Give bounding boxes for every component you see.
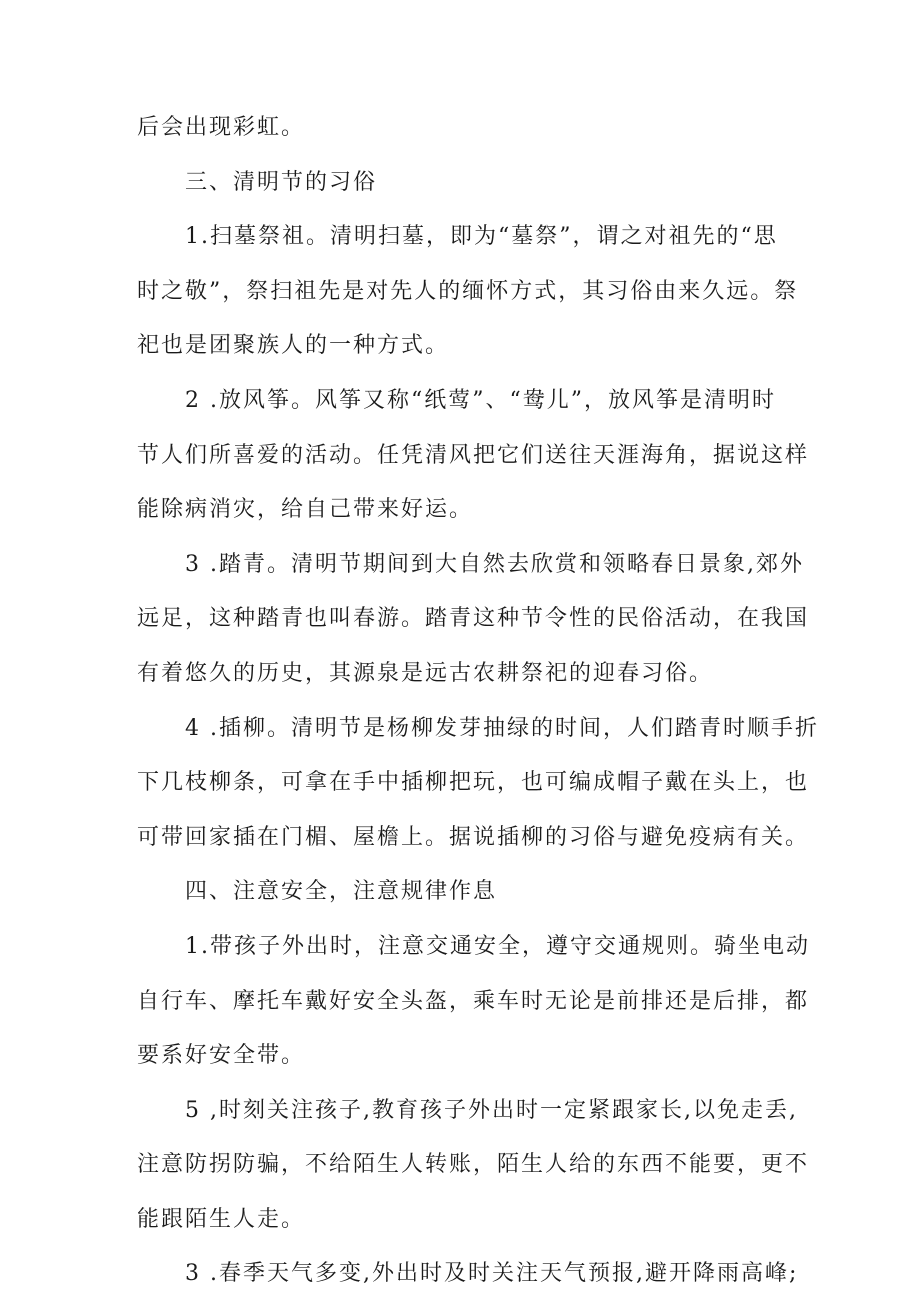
paragraph-line: 1.扫墓祭祖。清明扫墓，即为“墓祭”，谓之对祖先的“思 [185, 224, 778, 250]
paragraph-line: 时之敬”，祭扫祖先是对先人的缅怀方式，其习俗由来久远。祭 [137, 278, 799, 304]
document-page [137, 101, 819, 1302]
section-heading: 三、清明节的习俗 [185, 169, 378, 195]
paragraph-line: 有着悠久的历史，其源泉是远古农耕祭祀的迎春习俗。 [137, 660, 714, 686]
paragraph-line: 祀也是团聚族人的一种方式。 [137, 333, 450, 359]
paragraph-line: 后会出现彩虹。 [137, 115, 306, 140]
paragraph-line: 自行车、摩托车戴好安全头盔，乘车时无论是前排还是后排，都 [137, 988, 810, 1014]
paragraph-line: 4 .插柳。清明节是杨柳发芽抽绿的时间，人们踏青时顺手折 [185, 715, 819, 741]
paragraph-line: 下几枝柳条，可拿在手中插柳把玩，也可编成帽子戴在头上，也 [137, 770, 810, 796]
paragraph-line: 远足，这种踏青也叫春游。踏青这种节令性的民俗活动，在我国 [137, 606, 810, 632]
section-heading: 四、注意安全，注意规律作息 [185, 879, 498, 905]
paragraph-line: 注意防拐防骗，不给陌生人转账，陌生人给的东西不能要，更不 [137, 1152, 810, 1178]
paragraph-line: 3 .春季天气多变,外出时及时关注天气预报,避开降雨高峰; [185, 1261, 799, 1287]
paragraph-line: 要系好安全带。 [137, 1043, 306, 1069]
paragraph-line: 2 .放风筝。风筝又称“纸莺”、“鸯儿”，放风筝是清明时 [185, 387, 776, 413]
paragraph-line: 能跟陌生人走。 [137, 1206, 306, 1232]
paragraph-line: 能除病消灾，给自己带来好运。 [137, 497, 474, 523]
paragraph-line: 1.带孩子外出时，注意交通安全，遵守交通规则。骑坐电动 [185, 933, 810, 959]
paragraph-line: 可带回家插在门楣、屋檐上。据说插柳的习俗与避免疫病有关。 [137, 824, 810, 850]
paragraph-line: 5 ,时刻关注孩子,教育孩子外出时一定紧跟家长,以免走丢, [185, 1097, 798, 1123]
paragraph-line: 3 .踏青。清明节期间到大自然去欣赏和领略春日景象,郊外 [185, 551, 804, 577]
paragraph-line: 节人们所喜爱的活动。任凭清风把它们送往天涯海角，据说这样 [137, 442, 810, 468]
